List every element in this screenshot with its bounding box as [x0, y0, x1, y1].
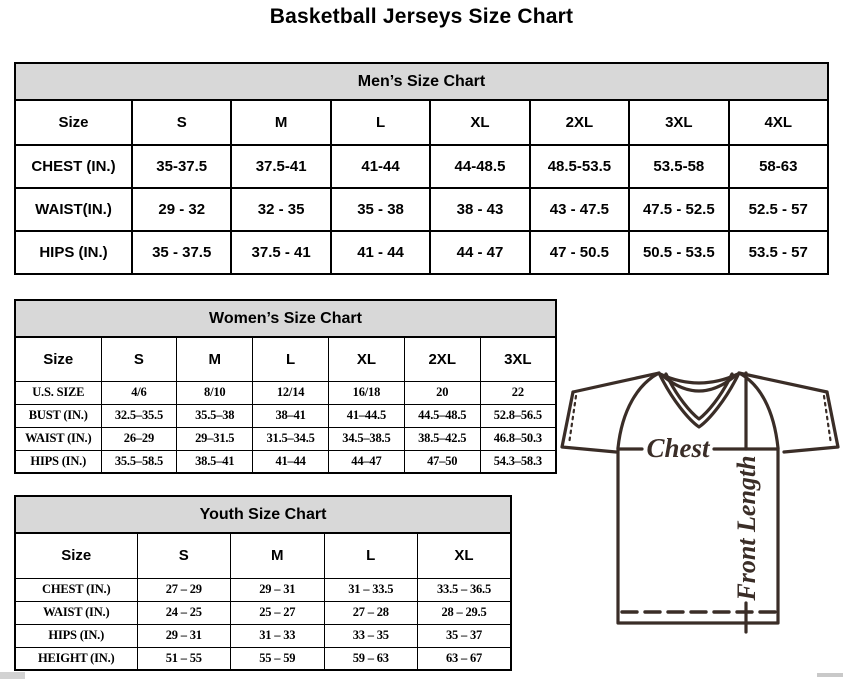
- table-cell: 29 – 31: [231, 578, 325, 601]
- table-cell: 53.5-58: [629, 145, 728, 188]
- table-cell: 59 – 63: [324, 647, 418, 670]
- table-cell: 35 - 38: [331, 188, 430, 231]
- horizontal-scrollbar-right-button[interactable]: [817, 673, 843, 677]
- table-cell: 46.8–50.3: [480, 427, 556, 450]
- table-row: [15, 427, 556, 450]
- table-row: [15, 647, 511, 670]
- column-header: L: [324, 533, 418, 578]
- table-row: [15, 145, 828, 188]
- table-cell: 54.3–58.3: [480, 450, 556, 473]
- table-row: [15, 381, 556, 404]
- table-cell: 47–50: [404, 450, 480, 473]
- table-cell: 35-37.5: [132, 145, 231, 188]
- jersey-outline-drawing: [556, 360, 843, 679]
- table-cell: 35.5–38: [177, 404, 253, 427]
- youth-size-chart-table: [14, 495, 512, 671]
- column-header-row: [15, 100, 828, 145]
- table-cell: 47 - 50.5: [530, 231, 629, 274]
- column-header: S: [101, 337, 177, 381]
- table-row: [15, 450, 556, 473]
- table-cell: 27 – 29: [137, 578, 231, 601]
- table-cell: 31.5–34.5: [253, 427, 329, 450]
- table-cell: 38–41: [253, 404, 329, 427]
- table-cell: 51 – 55: [137, 647, 231, 670]
- table-cell: 31 – 33: [231, 624, 325, 647]
- table-cell: 8/10: [177, 381, 253, 404]
- column-header: Size: [15, 337, 101, 381]
- row-label: WAIST (IN.): [15, 601, 137, 624]
- table-cell: 41–44.5: [328, 404, 404, 427]
- row-label: WAIST(IN.): [15, 188, 132, 231]
- table-cell: 24 – 25: [137, 601, 231, 624]
- table-cell: 27 – 28: [324, 601, 418, 624]
- table-cell: 33 – 35: [324, 624, 418, 647]
- table-row: [15, 188, 828, 231]
- column-header: L: [331, 100, 430, 145]
- column-header: S: [137, 533, 231, 578]
- column-header: M: [231, 533, 325, 578]
- table-cell: 25 – 27: [231, 601, 325, 624]
- table-cell: 41-44: [331, 145, 430, 188]
- table-cell: 16/18: [328, 381, 404, 404]
- table-row: [15, 404, 556, 427]
- column-header: XL: [430, 100, 529, 145]
- chart-title-row: [15, 496, 511, 533]
- column-header-row: [15, 533, 511, 578]
- column-header: M: [177, 337, 253, 381]
- table-cell: 38.5–42.5: [404, 427, 480, 450]
- chart-title-row: [15, 63, 828, 100]
- page-title: Basketball Jerseys Size Chart: [269, 5, 574, 28]
- column-header: S: [132, 100, 231, 145]
- chart-title: Women’s Size Chart: [15, 300, 556, 337]
- table-cell: 29 - 32: [132, 188, 231, 231]
- table-row: [15, 231, 828, 274]
- row-label: CHEST (IN.): [15, 145, 132, 188]
- table-cell: 44 - 47: [430, 231, 529, 274]
- column-header: 2XL: [404, 337, 480, 381]
- table-cell: 52.8–56.5: [480, 404, 556, 427]
- jersey-left-sleeve-outline: [562, 392, 616, 452]
- chart-title-row: [15, 300, 556, 337]
- column-header: Size: [15, 533, 137, 578]
- table-row: [15, 578, 511, 601]
- row-label: HEIGHT (IN.): [15, 647, 137, 670]
- table-cell: 32 - 35: [231, 188, 330, 231]
- table-row: [15, 601, 511, 624]
- table-cell: 50.5 - 53.5: [629, 231, 728, 274]
- column-header: 2XL: [530, 100, 629, 145]
- table-cell: 34.5–38.5: [328, 427, 404, 450]
- table-cell: 53.5 - 57: [729, 231, 828, 274]
- table-cell: 35 - 37.5: [132, 231, 231, 274]
- row-label: HIPS (IN.): [15, 624, 137, 647]
- horizontal-scrollbar-left-button[interactable]: [0, 672, 25, 679]
- table-cell: 4/6: [101, 381, 177, 404]
- row-label: WAIST (IN.): [15, 427, 101, 450]
- table-cell: 28 – 29.5: [418, 601, 512, 624]
- table-cell: 55 – 59: [231, 647, 325, 670]
- table-cell: 47.5 - 52.5: [629, 188, 728, 231]
- row-label: HIPS (IN.): [15, 450, 101, 473]
- table-cell: 29–31.5: [177, 427, 253, 450]
- table-cell: 37.5-41: [231, 145, 330, 188]
- table-cell: 20: [404, 381, 480, 404]
- table-cell: 63 – 67: [418, 647, 512, 670]
- chart-title: Men’s Size Chart: [15, 63, 828, 100]
- table-cell: 58-63: [729, 145, 828, 188]
- chart-title: Youth Size Chart: [15, 496, 511, 533]
- table-cell: 37.5 - 41: [231, 231, 330, 274]
- table-cell: 52.5 - 57: [729, 188, 828, 231]
- mens-size-chart-table: [14, 62, 829, 275]
- table-cell: 33.5 – 36.5: [418, 578, 512, 601]
- womens-size-chart-table: [14, 299, 557, 474]
- jersey-measurement-diagram: [556, 360, 843, 679]
- row-label: HIPS (IN.): [15, 231, 132, 274]
- table-cell: 32.5–35.5: [101, 404, 177, 427]
- table-cell: 41–44: [253, 450, 329, 473]
- table-cell: 12/14: [253, 381, 329, 404]
- table-cell: 48.5-53.5: [530, 145, 629, 188]
- table-cell: 44–47: [328, 450, 404, 473]
- table-cell: 44.5–48.5: [404, 404, 480, 427]
- column-header: XL: [418, 533, 512, 578]
- table-cell: 43 - 47.5: [530, 188, 629, 231]
- column-header: 4XL: [729, 100, 828, 145]
- table-cell: 26–29: [101, 427, 177, 450]
- row-label: U.S. SIZE: [15, 381, 101, 404]
- column-header: Size: [15, 100, 132, 145]
- column-header: 3XL: [480, 337, 556, 381]
- table-row: [15, 624, 511, 647]
- row-label: BUST (IN.): [15, 404, 101, 427]
- front-length-label: Front Length: [732, 455, 761, 601]
- column-header-row: [15, 337, 556, 381]
- column-header: L: [253, 337, 329, 381]
- jersey-right-sleeve-outline: [784, 392, 838, 452]
- table-cell: 38.5–41: [177, 450, 253, 473]
- column-header: 3XL: [629, 100, 728, 145]
- table-cell: 29 – 31: [137, 624, 231, 647]
- table-cell: 41 - 44: [331, 231, 430, 274]
- column-header: XL: [328, 337, 404, 381]
- table-cell: 31 – 33.5: [324, 578, 418, 601]
- table-cell: 22: [480, 381, 556, 404]
- table-cell: 35.5–58.5: [101, 450, 177, 473]
- chest-label: Chest: [646, 433, 710, 463]
- column-header: M: [231, 100, 330, 145]
- row-label: CHEST (IN.): [15, 578, 137, 601]
- table-cell: 38 - 43: [430, 188, 529, 231]
- table-cell: 44-48.5: [430, 145, 529, 188]
- table-cell: 35 – 37: [418, 624, 512, 647]
